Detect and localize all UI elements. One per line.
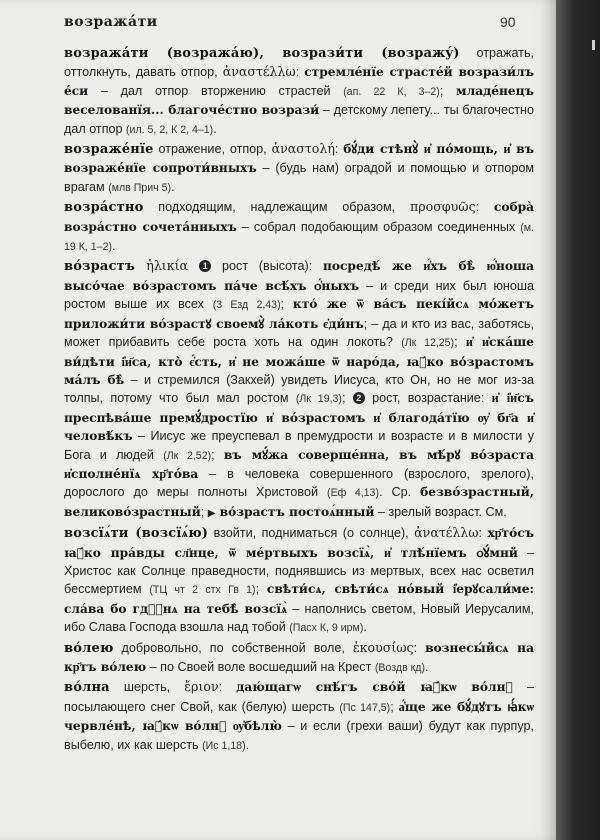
translation: – и если (грехи ваши) будут как пурпур, выбелю, их как шерсть xyxy=(64,719,534,752)
cross-reference: безво́зрастный, великово́зрастный xyxy=(64,485,534,519)
entry-volna xyxy=(64,678,534,755)
sense-number-1: 1 xyxy=(199,260,211,272)
punct: . xyxy=(245,737,250,752)
punct: ; xyxy=(341,391,353,406)
reference: (Пс 147,5) xyxy=(339,701,391,714)
greek-equivalent: ἔριον xyxy=(184,679,219,695)
translation: – детскому лепету... ты благочестно дал отпор xyxy=(64,103,535,136)
punct: ; xyxy=(439,83,457,98)
punct: : xyxy=(413,640,426,655)
headword: возражáти (возражáю), возрази́ти (возражý) xyxy=(64,46,460,61)
punct: : xyxy=(334,142,344,157)
reference: (Лк 12,25) xyxy=(401,337,455,350)
entry-vozsiyati xyxy=(64,524,534,637)
definition: рост (высота): xyxy=(211,259,323,274)
reference: (ТЦ чт 2 стх Гв 1) xyxy=(149,584,256,597)
reference: (м. 19 К, 1–2) xyxy=(64,221,534,254)
punct: ; xyxy=(280,297,293,312)
definition: добровольно, по собственной воле, xyxy=(113,640,353,655)
headword: возрáстно xyxy=(64,200,144,216)
punct: : xyxy=(475,200,494,215)
translation: ; – да и кто из вас, заботясь, может прибавить себе роста хоть на один локоть? xyxy=(64,316,534,350)
slavonic-quote: и҆ и҆скáше ви́дѣти і҆и҃са, кто̀ є҆́сть, и҆ не можáше ѿ нарóда, ꙗ҆́ко во́зрастомъ мáлъ бѣ̀ xyxy=(64,335,534,387)
punct: . Ср. xyxy=(378,485,421,500)
punct: : xyxy=(295,65,305,80)
reference: (Лк 19,3) xyxy=(295,393,342,406)
slavonic-quote: посредѣ́ же и҆́хъ бѣ̀ ю҆́ноша высо́чае во́зрастомъ пáче всѣ́хъ ѻ҆́ныхъ xyxy=(64,259,534,293)
translation: – Христос как Солнце праведности, поднявшись из мертвых, всех нас осветил бессмертием xyxy=(64,545,534,597)
entry-vozrazhati xyxy=(64,44,534,139)
punct: . xyxy=(112,239,116,254)
slavonic-quote: хр҃то́съ ꙗ҆́ко прáвды сл҃нце, ѿ мéртвыхъ возсїѧ̀, и҆ тлѣ́нїемъ ѻ҆ꙋ́мнй xyxy=(64,526,535,560)
punct: . xyxy=(424,660,429,674)
entry-voleyu xyxy=(64,639,534,678)
greek-equivalent: ἀνατέλλω xyxy=(414,525,479,541)
translation: – Иисус же преуспевал в премудрости и возрасте и в милости у Бога и людей xyxy=(64,429,534,462)
greek-equivalent: ἡλικία xyxy=(135,258,200,274)
sense-number-2: 2 xyxy=(353,392,365,404)
punct: ; xyxy=(390,699,399,714)
triangle-marker-icon: ▶ xyxy=(207,507,216,519)
definition: отражать, оттолкнуть, давать отпор, xyxy=(64,46,535,80)
reference: (Ис 1,18) xyxy=(202,739,246,752)
definition: подходящим, надлежащим образом, xyxy=(143,200,410,215)
headword: во́зрастъ xyxy=(64,259,136,275)
slavonic-quote: собра̀ возрáстно сочетáнныхъ xyxy=(64,200,535,234)
slavonic-quote: а҆́ще же бꙋ́дꙋтъ ꙗ҆́кѡ червлéнѣ, ꙗ҆́кѡ во́лнꙋ ѹ҆бѣлю̀ xyxy=(64,699,534,734)
greek-equivalent: προσφυῶς xyxy=(409,199,476,215)
greek-equivalent: ἀναστέλλω xyxy=(222,64,296,80)
slavonic-quote: бꙋ́ди стѣнꙋ̀ и҆ по́мощь, и҆ въ возражéнїе сопроти́вныхъ xyxy=(64,142,534,176)
reference: (ап. 22 К, 3–2) xyxy=(343,85,440,98)
punct: . xyxy=(213,121,217,136)
definition: взойти, подниматься (о солнце), xyxy=(208,526,415,541)
reference: (Еф 4,13) xyxy=(327,487,379,500)
translation: – и стремился (Закхей) увидеть Иисуса, кто Он, но не мог из-за толпы, потому что был мал ростом xyxy=(64,372,534,406)
reference: (Лк 2,52) xyxy=(163,449,212,462)
translation: – в человека совершенного (взрослого, зрелого), дорослого до меры полноты Христовой xyxy=(64,466,534,500)
slavonic-quote: стремлéнїе страстéй возрази́лъ éси xyxy=(64,65,534,98)
reference: (млв Прич 5) xyxy=(108,181,172,194)
translation: – дал отпор вторжению страстей xyxy=(88,83,344,98)
page-gutter-shadow xyxy=(556,0,600,840)
page-number: 90 xyxy=(500,14,516,30)
definition: шерсть, xyxy=(109,680,185,695)
greek-equivalent: ἑκουσίως xyxy=(352,639,414,655)
reference: (Воздв кд) xyxy=(374,662,425,674)
entry-vozrast xyxy=(64,257,534,523)
slavonic-quote: младéнецъ веселованїя... благочéстно возрази́ xyxy=(64,83,535,118)
translation: – по Своей воле восшедший на Крест xyxy=(146,660,375,674)
slavonic-quote: въ мꙋ́жа совершéнна, въ мѣ́рꙋ во́зраста и҆сполнéнїѧ хр҃тóва xyxy=(64,447,534,481)
slavonic-quote: кто́ же ѿ вáсъ пекі́йсѧ мо́жетъ приложи́ти во́зрастꙋ своемꙋ̀ лáкоть є҆ди́нъ xyxy=(64,297,535,331)
reference: (ил. 5, 2, К 2, 4–1) xyxy=(126,123,214,136)
headword: во́лна xyxy=(64,680,110,696)
translation: – собрал подобающим образом соединенных xyxy=(236,219,521,234)
slavonic-quote: даю́щагѡ снѣ́гъ сво́й ꙗ҆́кѡ во́лнꙋ xyxy=(236,680,513,695)
punct: : xyxy=(478,526,488,541)
headword: возражéнїе xyxy=(64,142,154,158)
headword: возсїѧ́ти (возсїѧ́ю) xyxy=(64,526,209,542)
reference: (3 Езд 2,43) xyxy=(212,299,281,312)
punct: . xyxy=(171,179,175,194)
edge-mark xyxy=(592,40,595,50)
headword: во́лею xyxy=(64,640,114,656)
slavonic-quote: вознесы́йсѧ на кр҃тъ во́лею xyxy=(64,640,534,674)
entry-vozrazhenie xyxy=(64,140,534,197)
running-head: возражáти xyxy=(64,14,158,30)
punct: ; xyxy=(255,582,267,597)
dictionary-entries xyxy=(64,44,534,756)
translation: – наполнись светом, Новый Иерусалим, ибо Слава Господа взошла над тобой xyxy=(64,601,534,635)
phrase-headword: во́зрастъ постоѧ́нный xyxy=(215,504,375,519)
entry-vozrastno xyxy=(64,198,534,256)
translation: – и среди них был юноша ростом выше их всех xyxy=(64,278,534,312)
translation: – (будь нам) оградой и помощью и отпором врагам xyxy=(64,161,534,194)
punct: ; xyxy=(211,447,224,462)
slavonic-quote: свѣти́сѧ, свѣти́сѧ но́вый і҆ерꙋсали́ме: слáва бо гдⷭ҇нѧ на тебѣ̀ возсїѧ̀ xyxy=(64,582,535,616)
punct: . xyxy=(363,620,367,635)
punct: ; xyxy=(200,504,208,519)
definition: рост, возрастание: xyxy=(364,391,492,406)
punct: ; xyxy=(454,335,466,350)
translation: – зрелый возраст. См. xyxy=(374,504,507,519)
slavonic-quote: и҆ і҆и҃съ преспѣвáше премꙋ́дростїю и҆ во́зрастомъ и҆ благодáтїю ѹ҆ бг҃а и҆ человѣ́къ xyxy=(64,391,534,444)
punct: : xyxy=(218,680,237,695)
definition: отражение, отпор, xyxy=(153,142,272,157)
translation: – посылающего снег Свой, как (белую) шерсть xyxy=(64,680,534,714)
reference: (Пасх К, 9 ирм) xyxy=(289,622,364,635)
greek-equivalent: ἀναστολή xyxy=(271,141,335,157)
